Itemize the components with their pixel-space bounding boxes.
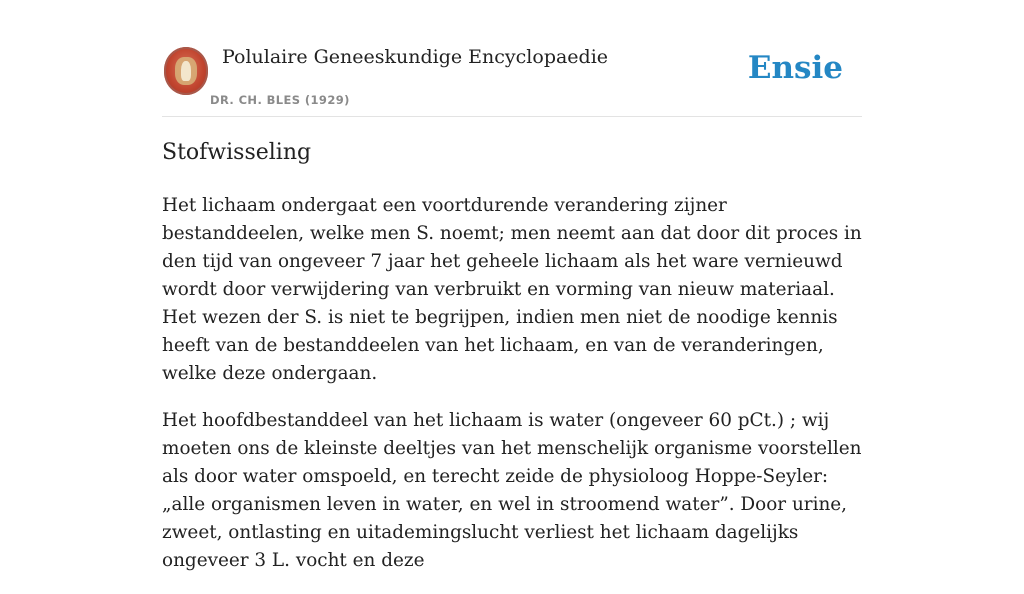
book-title-link[interactable]: Polulaire Geneeskundige Encyclopaedie	[222, 46, 609, 68]
article-title: Stofwisseling	[162, 140, 312, 165]
article-body	[162, 192, 867, 594]
book-cover-figure	[181, 61, 191, 81]
article-paragraph: Het hoofdbestanddeel van het lichaam is water (ongeveer 60 pCt.) ; wij moeten ons de kleinste deeltjes van het menschelijk organisme voorstellen als door water omspoeld, en terecht zeide de physioloog Hoppe-Seyler: „alle organismen leven in water, en wel in stroomend water”. Door urine, zweet, ontlasting en uitademingslucht verliest het lichaam dagelijks ongeveer 3 L. vocht en deze	[162, 410, 862, 571]
book-author: DR. CH. BLES (1929)	[210, 93, 350, 107]
book-cover-icon[interactable]	[164, 47, 208, 95]
article-paragraph: Het lichaam ondergaat een voortdurende verandering zijner bestanddeelen, welke men S. noemt; men neemt aan dat door dit proces in den tijd van ongeveer 7 jaar het geheele lichaam als het ware vernieuwd wordt door verwijdering van verbruikt en vorming van nieuw materiaal. Het wezen der S. is niet te begrijpen, indien men niet de noodige kennis heeft van de bestanddeelen van het lichaam, en van de veranderingen, welke deze ondergaan.	[162, 195, 862, 384]
ensie-logo-link[interactable]: Ensie	[747, 50, 843, 86]
header	[162, 42, 862, 117]
